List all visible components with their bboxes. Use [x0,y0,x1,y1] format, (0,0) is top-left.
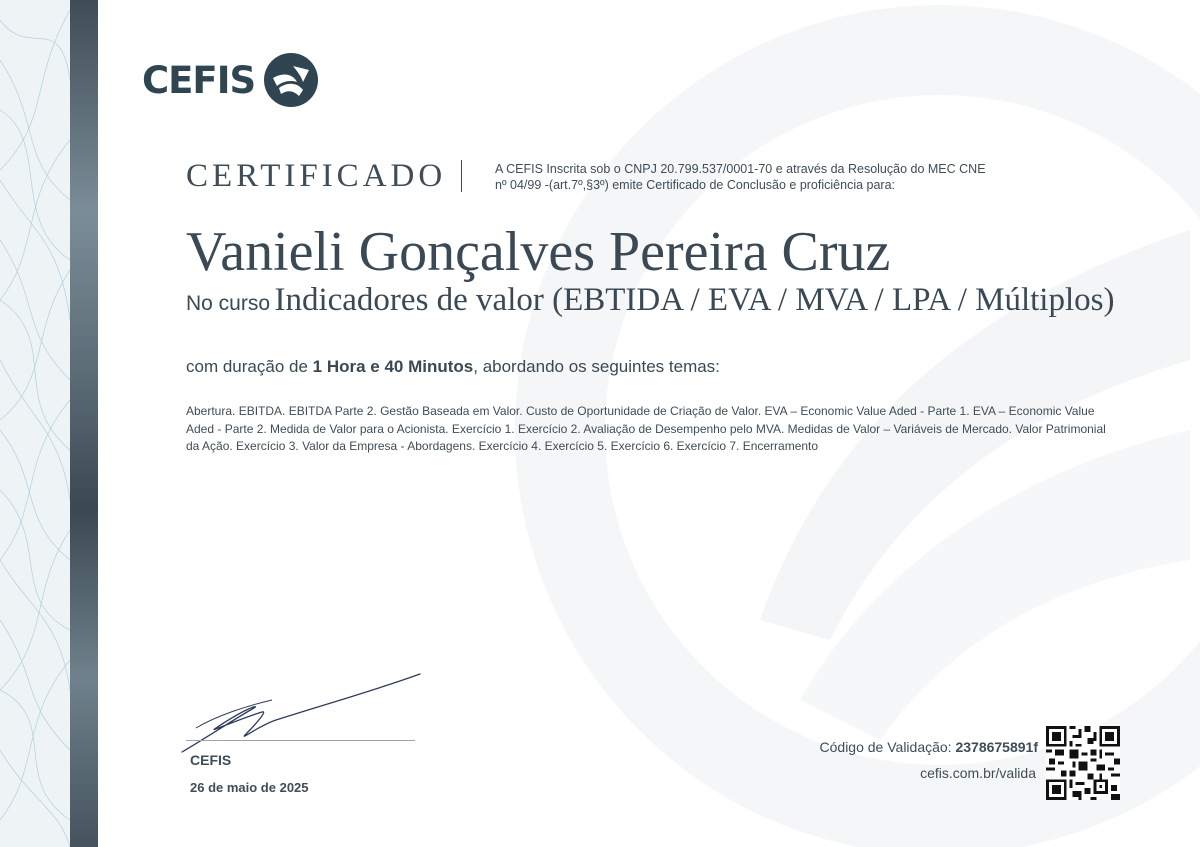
recipient-name: Vanieli Gonçalves Pereira Cruz [186,221,891,283]
certificate-title: CERTIFICADO [186,158,447,194]
course-duration [186,357,720,377]
course-info [186,282,1126,324]
qr-code-icon [1046,726,1120,800]
cefis-logo [142,52,319,108]
decorative-pattern [0,0,70,847]
validation-label: Código de Validação: [819,739,952,755]
legal-statement [495,161,1015,193]
duration-prefix: com duração de [186,357,308,376]
validation-code [820,739,1038,755]
course-name: Indicadores de valor (EBTIDA / EVA / MVA / LPA / Múltiplos) [274,282,1115,318]
legal-line-2: nº 04/99 -(art.7º,§3º) emite Certificado de Conclusão e proficiência para: [495,178,896,192]
course-prefix: No curso [186,292,271,315]
handwritten-signature [176,668,426,758]
duration-suffix: , abordando os seguintes temas: [473,357,720,376]
signature-line [186,740,415,741]
title-divider [461,160,462,192]
signatory-name: CEFIS [190,752,232,768]
duration-value: 1 Hora e 40 Minutos [312,357,474,376]
validation-code-value: 2378675891f [955,739,1038,755]
validation-url[interactable]: cefis.com.br/valida [920,765,1036,781]
issue-date: 26 de maio de 2025 [190,780,309,795]
legal-line-1: A CEFIS Inscrita sob o CNPJ 20.799.537/0001-70 e através da Resolução do MEC CNE [495,162,986,176]
decorative-band [70,0,98,847]
course-topics: Abertura. EBITDA. EBITDA Parte 2. Gestão Baseada em Valor. Custo de Oportunidade de Criação de Valor. EVA – Economic Value Aded - Parte 1. EVA – Economic Value Aded - Parte 2. Medida de Valor para o Acionista. Exercício 1. Exercício 2. Avaliação de Desempenho pelo MVA. Medidas de Valor – Variáveis de Mercado. Valor Patrimonial da Ação. Exercício 3. Valor da Empresa - Abordagens. Exercício 4. Exercício 5. Exercício 6. Exercício 7. Encerramento [186,404,1106,453]
logo-text: CEFIS [142,58,256,102]
cefis-book-emblem-icon [263,52,319,108]
